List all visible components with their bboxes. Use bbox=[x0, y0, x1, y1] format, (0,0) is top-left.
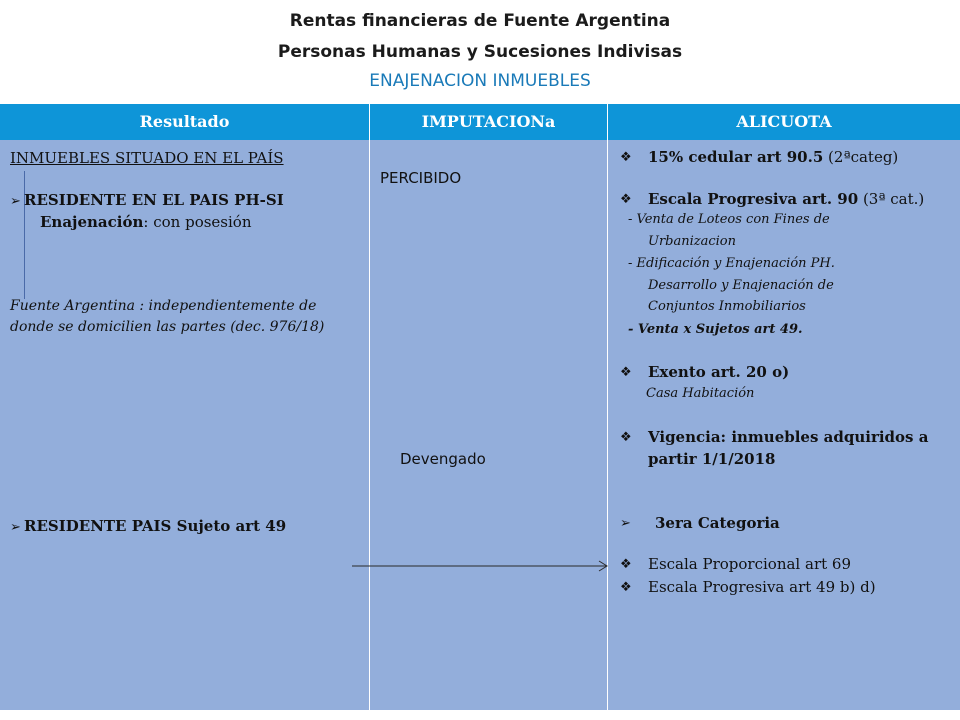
resultado-item1-label: Enajenación bbox=[40, 213, 144, 231]
imputacion-devengado: Devengado bbox=[400, 450, 486, 468]
alicuota-b1-rest: (2ªcateg) bbox=[823, 148, 899, 166]
alicuota-sub3: - Venta x Sujetos art 49. bbox=[628, 322, 803, 337]
diamond-bullet-icon: ❖ bbox=[620, 430, 632, 445]
imputacion-percibido: PERCIBIDO bbox=[380, 169, 462, 187]
resultado-item1-detail bbox=[40, 213, 251, 231]
alicuota-b6: Escala Progresiva art 49 b) d) bbox=[648, 578, 876, 596]
alicuota-b4-a: Vigencia: inmuebles adquiridos a bbox=[648, 428, 929, 446]
title-line-1: Rentas financieras de Fuente Argentina bbox=[289, 11, 671, 31]
alicuota-b1-bold: 15% cedular art 90.5 bbox=[648, 148, 824, 166]
column-divider bbox=[369, 104, 370, 710]
fuente-line-1 bbox=[10, 298, 316, 314]
connector-arrow-icon bbox=[348, 558, 614, 574]
cell-imputacion bbox=[370, 140, 607, 710]
arrow-bullet-icon: ➢ bbox=[10, 194, 21, 209]
alicuota-sub2-b: Desarrollo y Enajenación de bbox=[648, 278, 834, 293]
alicuota-cat3: 3era Categoria bbox=[655, 514, 780, 532]
title-line-2: Personas Humanas y Sucesiones Indivisas bbox=[277, 42, 683, 62]
diamond-bullet-icon: ❖ bbox=[620, 150, 632, 165]
resultado-item1-value: : con posesión bbox=[143, 213, 252, 231]
alicuota-b2-bold: Escala Progresiva art. 90 bbox=[648, 190, 859, 208]
header-alicuota: ALICUOTA bbox=[608, 104, 960, 140]
arrow-bullet-icon: ➢ bbox=[620, 516, 631, 531]
diamond-bullet-icon: ❖ bbox=[620, 192, 632, 207]
resultado-item2-title: RESIDENTE PAIS Sujeto art 49 bbox=[24, 517, 287, 535]
fuente-text-1: : independientemente de bbox=[134, 298, 317, 314]
alicuota-b2 bbox=[648, 190, 924, 208]
arrow-bullet-icon: ➢ bbox=[10, 520, 21, 535]
fuente-line-2: donde se domicilien las partes (dec. 976/18) bbox=[10, 319, 325, 335]
alicuota-b2-rest: (3ª cat.) bbox=[858, 190, 925, 208]
alicuota-b1 bbox=[648, 148, 898, 166]
title-line-3: ENAJENACION INMUEBLES bbox=[369, 71, 591, 91]
resultado-heading: INMUEBLES SITUADO EN EL PAÍS bbox=[10, 149, 284, 167]
alicuota-sub2-a: - Edificación y Enajenación PH. bbox=[628, 256, 835, 271]
diamond-bullet-icon: ❖ bbox=[620, 557, 632, 572]
alicuota-b4-b: partir 1/1/2018 bbox=[648, 450, 776, 468]
header-resultado: Resultado bbox=[0, 104, 369, 140]
alicuota-b3: Exento art. 20 o) bbox=[648, 363, 790, 381]
alicuota-sub1-b: Urbanizacion bbox=[648, 234, 737, 249]
alicuota-b3-sub: Casa Habitación bbox=[646, 386, 755, 401]
fuente-label: Fuente Argentina bbox=[10, 298, 135, 314]
alicuota-sub1-a: - Venta de Loteos con Fines de bbox=[628, 212, 830, 227]
diamond-bullet-icon: ❖ bbox=[620, 580, 632, 595]
header-imputacion: IMPUTACIONa bbox=[370, 104, 607, 140]
column-divider bbox=[607, 104, 608, 710]
diamond-bullet-icon: ❖ bbox=[620, 365, 632, 380]
alicuota-b5: Escala Proporcional art 69 bbox=[648, 555, 851, 573]
resultado-item1-title: RESIDENTE EN EL PAIS PH-SI bbox=[24, 191, 284, 209]
alicuota-sub2-c: Conjuntos Inmobiliarios bbox=[648, 299, 806, 314]
